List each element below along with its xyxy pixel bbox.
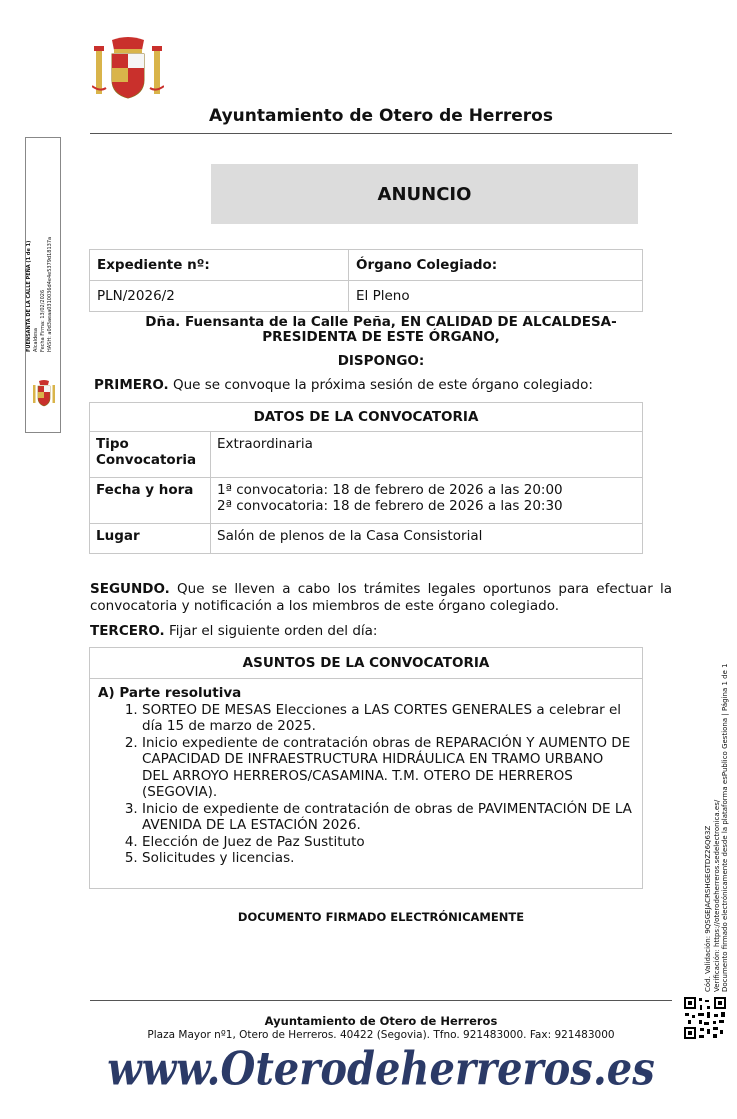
tipo-label: Tipo Convocatoria bbox=[90, 432, 211, 478]
list-item: 2. Inicio expediente de contratación obras de REPARACIÓN Y AUMENTO DE CAPACIDAD DE INFRAESTRUCTURA HIDRÁULICA EN TRAMO URBANO DEL ARROYO HERREROS/CASAMINA. T.M. OTERO DE HERREROS (SEGOVIA). bbox=[142, 735, 634, 801]
header-divider bbox=[90, 133, 672, 134]
organo-value: El Pleno bbox=[349, 281, 643, 312]
expediente-label: Expediente nº: bbox=[90, 250, 349, 281]
organo-label: Órgano Colegiado: bbox=[349, 250, 643, 281]
fecha-value-1: 1ª convocatoria: 18 de febrero de 2026 a las 20:00 bbox=[217, 482, 563, 498]
list-item: 4. Elección de Juez de Paz Sustituto bbox=[142, 834, 634, 851]
fecha-value bbox=[211, 478, 643, 524]
convocatoria-table bbox=[89, 402, 643, 554]
lugar-value: Salón de plenos de la Casa Consistorial bbox=[211, 524, 643, 554]
primero-label: PRIMERO. bbox=[94, 377, 169, 393]
document-heading: ANUNCIO bbox=[211, 164, 638, 224]
dispongo-heading: DISPONGO: bbox=[337, 353, 425, 369]
expediente-table bbox=[89, 249, 643, 312]
footer-name: Ayuntamiento de Otero de Herreros bbox=[264, 1014, 498, 1028]
small-coat-of-arms-icon bbox=[32, 379, 56, 409]
primero-text: Que se convoque la próxima sesión de este órgano colegiado: bbox=[168, 377, 593, 393]
tercero-text: Fijar el siguiente orden del día: bbox=[164, 623, 378, 639]
signature-signer: FUENSANTA DE LA CALLE PEÑA (1 de 1) bbox=[26, 240, 32, 352]
tercero-paragraph bbox=[90, 623, 672, 640]
signature-text bbox=[26, 232, 60, 352]
list-item: 5. Solicitudes y licencias. bbox=[142, 850, 634, 867]
website-link[interactable]: www.Oterodeherreros.es bbox=[107, 1042, 655, 1097]
validation-url[interactable]: Verificación: https://oterodeherreros.sedelectronica.es/ bbox=[712, 799, 721, 992]
qr-code-icon[interactable] bbox=[683, 996, 727, 1040]
signatory-line-2: PRESIDENTA DE ESTE ÓRGANO, bbox=[262, 329, 500, 345]
validation-text bbox=[704, 662, 734, 992]
segundo-label: SEGUNDO. bbox=[90, 581, 170, 597]
fecha-value-2: 2ª convocatoria: 18 de febrero de 2026 a las 20:30 bbox=[217, 498, 563, 514]
lugar-label: Lugar bbox=[90, 524, 211, 554]
segundo-paragraph bbox=[90, 581, 672, 615]
signatory-statement bbox=[90, 315, 672, 345]
primero-paragraph bbox=[94, 377, 593, 393]
footer-address: Plaza Mayor nº1, Otero de Herreros. 40422 (Segovia). Tfno. 921483000. Fax: 921483000 bbox=[147, 1029, 615, 1041]
header-title: Ayuntamiento de Otero de Herreros bbox=[209, 106, 553, 126]
list-item: 1. SORTEO DE MESAS Elecciones a LAS CORTES GENERALES a celebrar el día 15 de marzo de 2025. bbox=[142, 702, 634, 735]
asuntos-box bbox=[89, 647, 643, 889]
expediente-value: PLN/2026/2 bbox=[90, 281, 349, 312]
signature-hash: HASH: a0d3aeaa0310036d4e4e5379d18137a bbox=[47, 236, 53, 352]
tercero-label: TERCERO. bbox=[90, 623, 165, 639]
fecha-label: Fecha y hora bbox=[90, 478, 211, 524]
asuntos-list bbox=[98, 702, 634, 867]
segundo-text: Que se lleven a cabo los trámites legales oportunos para efectuar la convocatoria y notificación a los miembros de este órgano colegiado. bbox=[90, 581, 672, 614]
convocatoria-title: DATOS DE LA CONVOCATORIA bbox=[90, 403, 643, 432]
signed-notice: DOCUMENTO FIRMADO ELECTRÓNICAMENTE bbox=[237, 910, 525, 924]
list-item: 3. Inicio de expediente de contratación de obras de PAVIMENTACIÓN DE LA AVENIDA DE LA ESTACIÓN 2026. bbox=[142, 801, 634, 834]
asuntos-title: ASUNTOS DE LA CONVOCATORIA bbox=[90, 648, 642, 679]
signatory-line-1: Dña. Fuensanta de la Calle Peña, EN CALIDAD DE ALCALDESA- bbox=[145, 314, 617, 330]
validation-code: Cód. Validación: 9QSGEJACRSHGEGTDZ26Q63Z bbox=[704, 825, 712, 992]
signature-role: Alcaldesa bbox=[33, 328, 39, 352]
coat-of-arms-logo bbox=[92, 36, 164, 106]
validation-note: Documento firmado electrónicamente desde la plataforma esPublico Gestiona | Página 1 de 1 bbox=[721, 663, 729, 992]
signature-date: Fecha Firma: 13/02/2026 bbox=[40, 289, 46, 352]
tipo-value: Extraordinaria bbox=[211, 432, 643, 478]
asuntos-section: A) Parte resolutiva bbox=[98, 685, 242, 701]
footer-divider bbox=[90, 1000, 672, 1001]
